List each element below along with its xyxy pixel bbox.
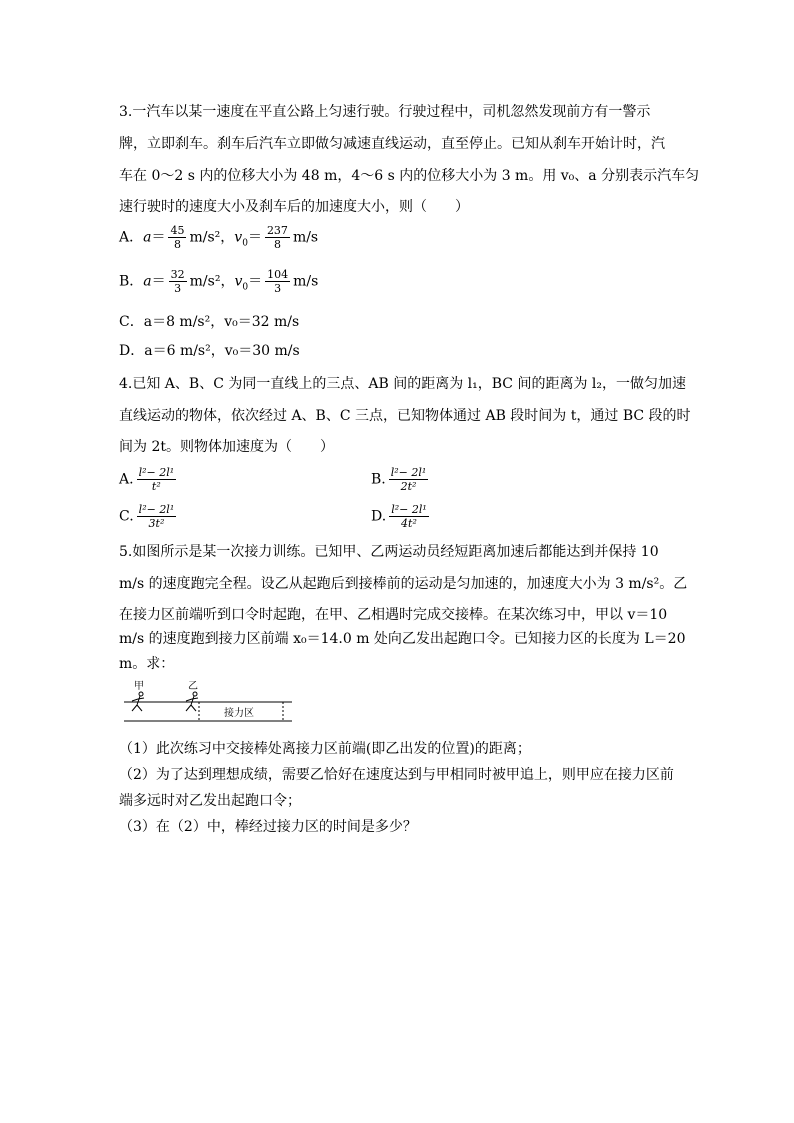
runner-a-label: 甲 [134, 681, 144, 692]
q4-option-d: D. $\frac{\text{l²− 2l¹}}{\text{4t²}}$ [371, 503, 427, 530]
q5-line-1: 5.如图所示是某一次接力训练。已知甲、乙两运动员经短距离加速后都能达到并保持 10 [119, 544, 659, 560]
q3-option-a: A．a＝ $\frac{45}{8}$ m/s²，$v_0=$ $\frac{237}{8}$ m/s [119, 224, 319, 251]
q3-line-2: 牌，立即刹车。刹车后汽车立即做匀减速直线运动，直至停止。已知从刹车开始计时，汽 [119, 136, 665, 152]
q5-line-2: m/s 的速度跑完全程。设乙从起跑后到接棒前的运动是匀加速的，加速度大小为 3 m/s²。乙 [119, 576, 688, 592]
q3-b-v-fraction: $\frac{104}{3}$ [267, 268, 289, 295]
q4-line-1: 4.已知 A、B、C 为同一直线上的三点、AB 间的距离为 l₁，BC 间的距离为 l₂，一做匀加速 [119, 376, 687, 392]
q3-option-d: D．a＝6 m/s²，v₀＝30 m/s [119, 343, 300, 359]
q4-line-2: 直线运动的物体，依次经过 A、B、C 三点，已知物体通过 AB 段时间为 t，通过 BC 段的时 [119, 408, 691, 424]
relay-zone-label: 接力区 [224, 708, 254, 719]
q4-line-3: 间为 2t。则物体加速度为（ ） [119, 439, 334, 455]
relay-zone-diagram [120, 680, 300, 725]
runner-b-label: 乙 [188, 681, 198, 692]
q5-sub-1: （1）此次练习中交接棒处离接力区前端(即乙出发的位置)的距离； [119, 741, 531, 757]
q5-sub-2: （2）为了达到理想成绩，需要乙恰好在速度达到与甲相同时被甲追上，则甲应在接力区前 [119, 767, 674, 783]
q3-option-b: B．a＝ $\frac{32}{3}$ m/s²，$v_0=$ $\frac{104}{3}$ m/s [119, 268, 319, 295]
q5-sub-2-cont: 端多远时对乙发出起跑口令； [119, 793, 301, 809]
q5-line-4: m/s 的速度跑到接力区前端 x₀＝14.0 m 处向乙发出起跑口令。已知接力区的长度为 L＝20 [119, 631, 686, 647]
q3-line-1: 3.一汽车以某一速度在平直公路上匀速行驶。行驶过程中，司机忽然发现前方有一警示 [119, 104, 651, 120]
q4-option-a: A. $\frac{\text{l²− 2l¹}}{\text{t²}}$ [119, 466, 175, 493]
q3-b-fraction: $\frac{32}{3}$ [170, 268, 185, 295]
q5-sub-3: （3）在（2）中，棒经过接力区的时间是多少？ [119, 819, 417, 835]
q4-option-c: C. $\frac{\text{l²− 2l¹}}{\text{3t²}}$ [119, 503, 175, 530]
q3-option-c: C．a＝8 m/s²，v₀＝32 m/s [119, 314, 300, 330]
q3-a-v-fraction: $\frac{237}{8}$ [266, 224, 288, 251]
q3-line-3: 车在 0～2 s 内的位移大小为 48 m，4～6 s 内的位移大小为 3 m。用 v₀、a 分别表示汽车匀 [119, 168, 700, 184]
q4-option-b: B. $\frac{\text{l²− 2l¹}}{\text{2t²}}$ [371, 466, 427, 493]
q5-line-5: m。求： [119, 656, 175, 672]
q5-line-3: 在接力区前端听到口令时起跑，在甲、乙相遇时完成交接棒。在某次练习中，甲以 v＝10 [119, 607, 668, 623]
q3-a-fraction: $\frac{45}{8}$ [170, 224, 185, 251]
q3-line-4: 速行驶时的速度大小及刹车后的加速度大小，则（ ） [119, 199, 469, 215]
